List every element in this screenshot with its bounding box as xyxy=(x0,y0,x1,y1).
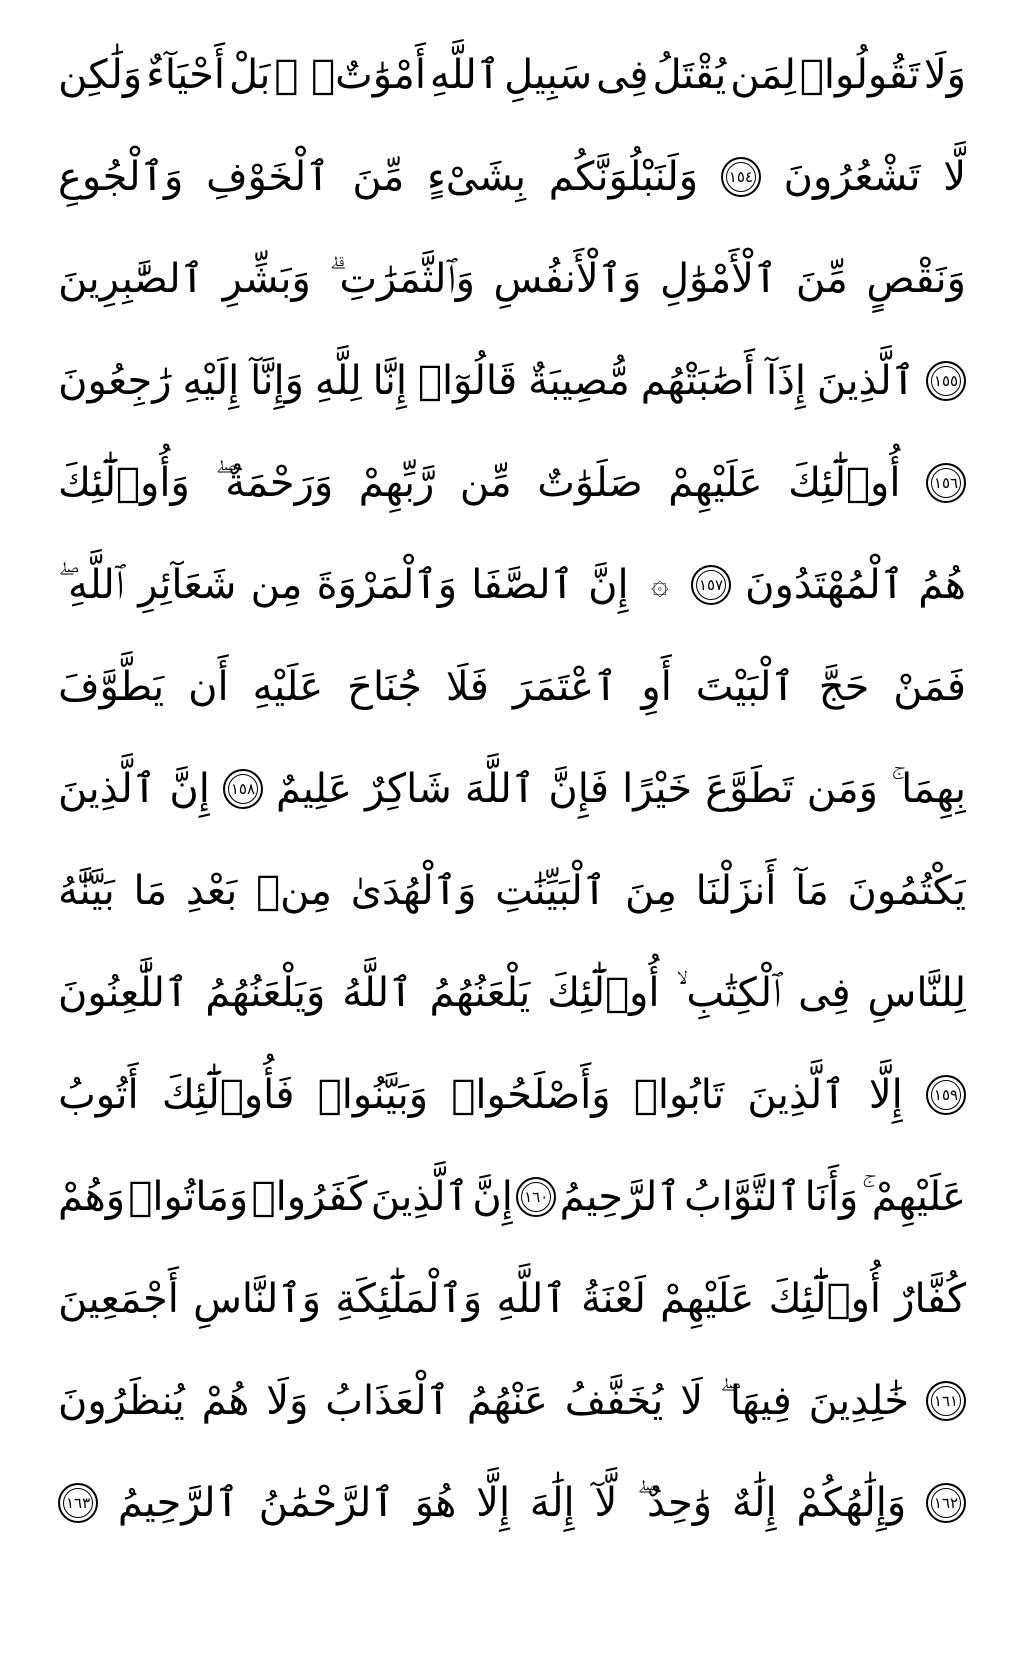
word: رَٰجِعُونَ xyxy=(58,358,172,404)
word: عَنْهُمُ xyxy=(466,1378,548,1424)
word: فَإِنَّ xyxy=(548,766,609,812)
word: ٱللَّهِ xyxy=(496,1276,567,1322)
word: رَّبِّهِمْ xyxy=(358,460,435,506)
word: ٱلتَّوَّابُ xyxy=(684,1174,802,1220)
word: لَّا xyxy=(943,154,966,200)
word: أُو۟لَٰٓئِكَ xyxy=(768,1276,882,1322)
ayah-number-marker: ١٦٠ xyxy=(516,1177,556,1217)
word: ٱلْمُهْتَدُونَ xyxy=(745,562,905,608)
text-line xyxy=(58,234,966,324)
word: ٱلْبَيِّنَٰتِ xyxy=(495,868,607,914)
word: بِهِمَا ۚ xyxy=(891,766,966,812)
word: عَلَيْهِمْ xyxy=(668,460,763,506)
word: وَرَحْمَةٌ ۖ xyxy=(215,460,334,506)
word: مَا xyxy=(133,868,168,914)
word: وَٱلْأَنفُسِ xyxy=(493,256,642,302)
word: ٱلْعَذَابُ xyxy=(325,1378,450,1424)
word: ٱعْتَمَرَ xyxy=(512,664,618,710)
word: لَّآ xyxy=(594,1480,618,1526)
word: تَشْعُرُونَ xyxy=(783,154,921,200)
word: وَهُمْ xyxy=(58,1174,126,1220)
word: يُخَفَّفُ xyxy=(564,1378,664,1424)
word: جُنَاحَ xyxy=(347,664,422,710)
ayah-number-marker: ١٥٦ xyxy=(926,463,966,503)
word: بَيَّنَّٰهُ xyxy=(58,868,115,914)
text-line xyxy=(58,1356,966,1446)
word: إِلَٰهَ xyxy=(529,1480,575,1526)
word: أُو۟لَٰٓئِكَ xyxy=(547,970,660,1016)
ayah-number-marker: ١٦٣ xyxy=(58,1483,98,1523)
word: وَلَا xyxy=(923,52,966,98)
word: ٱلْأَمْوَٰلِ xyxy=(659,256,778,302)
word: إِلَيْهِ xyxy=(182,358,240,404)
word: إِلَّا xyxy=(476,1480,511,1526)
word: وَيَلْعَنُهُمُ xyxy=(205,970,326,1016)
word: ٱللَّهَ xyxy=(464,766,536,812)
word: تَابُوا۟ xyxy=(633,1072,725,1118)
word: فِيهَا ۖ xyxy=(719,1378,792,1424)
word: وَنَقْصٍ xyxy=(866,256,966,302)
word: شَاكِرٌ xyxy=(364,766,452,812)
word: فَأُو۟لَٰٓئِكَ xyxy=(161,1072,295,1118)
word: فَلَا xyxy=(445,664,489,710)
hizb-star-icon: ۞ xyxy=(651,567,669,602)
word: ٱللَّهِ xyxy=(429,52,501,98)
text-line xyxy=(58,1152,966,1242)
word: خَٰلِدِينَ xyxy=(808,1378,910,1424)
word: كُفَّارٌ xyxy=(895,1276,966,1322)
word: مِّنَ xyxy=(352,154,405,200)
word: إِنَّ xyxy=(169,766,210,812)
text-line xyxy=(58,1458,966,1548)
word: مِنَ xyxy=(625,868,677,914)
word: وَلَٰكِن xyxy=(58,52,143,98)
word: وَأَصْلَحُوا۟ xyxy=(451,1072,611,1118)
word: هُوَ xyxy=(414,1480,457,1526)
word: وَإِلَٰهُكُمْ xyxy=(796,1480,907,1526)
word: وَٱلْهُدَىٰ xyxy=(350,868,477,914)
word: ٱلصَّفَا xyxy=(471,562,574,608)
word: مُّصِيبَةٌ xyxy=(528,358,630,404)
word: فَمَنْ xyxy=(893,664,966,710)
word: هُمُ xyxy=(918,562,966,608)
text-line xyxy=(58,336,966,426)
text-line xyxy=(58,1254,966,1344)
word: أَنزَلْنَا xyxy=(695,868,777,914)
word: عَلِيمٌ xyxy=(276,766,352,812)
word: صَلَوَٰتٌ xyxy=(537,460,643,506)
word: أَوِ xyxy=(641,664,672,710)
word: يَلْعَنُهُمُ xyxy=(429,970,531,1016)
word: فِى xyxy=(798,970,851,1016)
word: وَٱلنَّاسِ xyxy=(193,1276,322,1322)
word: لَا xyxy=(680,1378,703,1424)
word: كَفَرُوا۟ xyxy=(251,1174,368,1220)
word: ٱللَّهِ ۖ xyxy=(58,562,125,608)
ayah-number-marker: ١٥٩ xyxy=(926,1075,966,1115)
word: بَلْ xyxy=(228,52,271,98)
word: أَصَٰبَتْهُم xyxy=(640,358,756,404)
word: فِى xyxy=(596,52,649,98)
word: ٱلرَّحِيمُ xyxy=(117,1480,239,1526)
text-line xyxy=(58,540,966,630)
word: يُنظَرُونَ xyxy=(58,1378,185,1424)
word: بَعْدِ xyxy=(185,868,238,914)
word: أَتُوبُ xyxy=(58,1072,139,1118)
word: إِنَّ xyxy=(472,1174,513,1220)
word: وَمَاتُوا۟ xyxy=(128,1174,249,1220)
ayah-number-marker: ١٥٨ xyxy=(223,769,263,809)
word: ٱلرَّحْمَٰنُ xyxy=(258,1480,395,1526)
word: يُقْتَلُ xyxy=(652,52,727,98)
ayah-number-marker: ١٥٥ xyxy=(926,361,966,401)
word: إِذَآ xyxy=(765,358,806,404)
word: لِلَّهِ xyxy=(314,358,362,404)
word: وَٰحِدٌ ۖ xyxy=(637,1480,713,1526)
text-line xyxy=(58,948,966,1038)
word: إِنَّا xyxy=(372,358,408,404)
word: مِّن xyxy=(459,460,512,506)
word: إِلَّا xyxy=(868,1072,903,1118)
word: بِشَىْءٍ xyxy=(427,154,526,200)
word: ٱلْخَوْفِ xyxy=(206,154,330,200)
word: أَجْمَعِينَ xyxy=(58,1276,179,1322)
word: عَلَيْهِمْ xyxy=(660,1276,755,1322)
word: وَإِنَّآ xyxy=(250,358,304,404)
word: شَعَآئِرِ xyxy=(138,562,237,608)
word: عَلَيْهِ xyxy=(252,664,324,710)
word: وَمَن xyxy=(806,766,878,812)
text-line xyxy=(58,642,966,732)
word: ٱللَّهُ xyxy=(342,970,413,1016)
word: يَطَّوَّفَ xyxy=(58,664,165,710)
word: أَن xyxy=(188,664,229,710)
word: وَبَيَّنُوا۟ xyxy=(317,1072,429,1118)
word: أَحْيَآءٌ xyxy=(146,52,226,98)
word: مَآ xyxy=(795,868,829,914)
word: مِنۢ xyxy=(256,868,332,914)
word: أَمْوَٰتٌۢ ۚ xyxy=(274,52,426,98)
word: وَٱلْجُوعِ xyxy=(58,154,184,200)
word: حَجَّ xyxy=(818,664,870,710)
text-line xyxy=(58,744,966,834)
word: ٱلَّذِينَ xyxy=(58,766,157,812)
text-line xyxy=(58,438,966,528)
text-line xyxy=(58,132,966,222)
word: وَٱلثَّمَرَٰتِ ۗ xyxy=(329,256,475,302)
word: ٱلْكِتَٰبِ ۙ xyxy=(676,970,782,1016)
text-line xyxy=(58,30,966,120)
word: ٱللَّٰعِنُونَ xyxy=(58,970,189,1016)
word: إِلَٰهٌ xyxy=(731,1480,777,1526)
word: ٱلَّذِينَ xyxy=(747,1072,846,1118)
word: لَعْنَةُ xyxy=(580,1276,646,1322)
ayah-number-marker: ١٥٧ xyxy=(691,565,731,605)
word: تَطَوَّعَ xyxy=(705,766,794,812)
word: خَيْرًا xyxy=(622,766,693,812)
word: سَبِيلِ xyxy=(504,52,593,98)
word: لِمَن xyxy=(730,52,796,98)
word: تَقُولُوا۟ xyxy=(799,52,920,98)
ayah-number-marker: ١٥٤ xyxy=(721,157,761,197)
text-line xyxy=(58,1050,966,1140)
word: وَأُو۟لَٰٓئِكَ xyxy=(58,460,190,506)
ayah-number-marker: ١٦٢ xyxy=(926,1483,966,1523)
word: ٱلصَّٰبِرِينَ xyxy=(58,256,205,302)
word: ٱلرَّحِيمُ xyxy=(559,1174,681,1220)
word: ٱلَّذِينَ xyxy=(816,358,916,404)
word: وَأَنَا xyxy=(804,1174,859,1220)
word: وَبَشِّرِ xyxy=(222,256,311,302)
word: قَالُوٓا۟ xyxy=(417,358,518,404)
word: ٱلْبَيْتَ xyxy=(695,664,795,710)
word: أُو۟لَٰٓئِكَ xyxy=(788,460,901,506)
text-line xyxy=(58,846,966,936)
word: وَٱلْمَرْوَةَ xyxy=(316,562,458,608)
word: وَٱلْمَلَٰٓئِكَةِ xyxy=(335,1276,483,1322)
word: وَلَنَبْلُوَنَّكُم xyxy=(548,154,699,200)
word: يَكْتُمُونَ xyxy=(847,868,966,914)
word: لِلنَّاسِ xyxy=(867,970,966,1016)
word: مِّنَ xyxy=(795,256,848,302)
word: مِن xyxy=(250,562,303,608)
word: إِنَّ xyxy=(588,562,629,608)
word: عَلَيْهِمْ ۚ xyxy=(861,1174,966,1220)
word: هُمْ xyxy=(201,1378,250,1424)
word: ٱلَّذِينَ xyxy=(370,1174,469,1220)
ayah-number-marker: ١٦١ xyxy=(926,1381,966,1421)
word: وَلَا xyxy=(266,1378,309,1424)
